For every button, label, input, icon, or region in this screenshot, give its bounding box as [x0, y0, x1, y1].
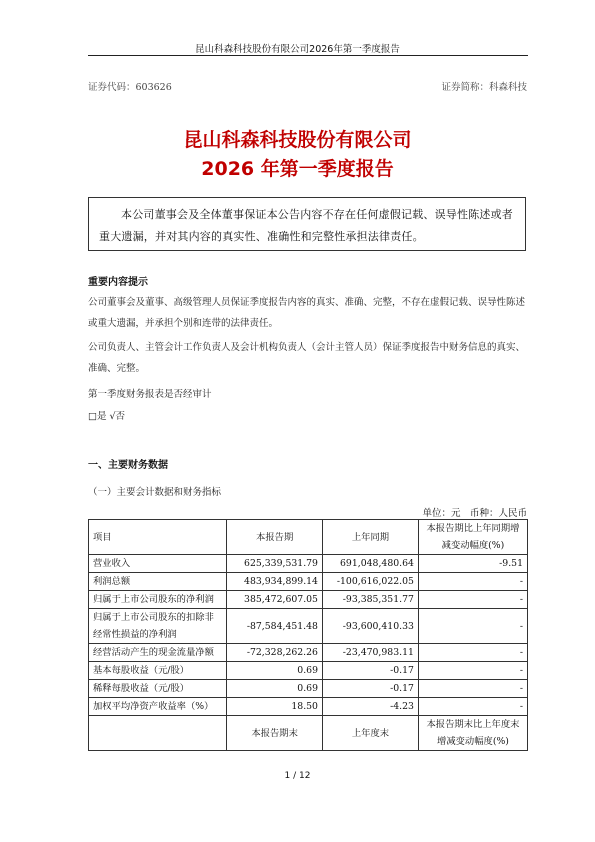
page-indicator: 1 / 12: [284, 771, 311, 781]
header-rule: [88, 55, 528, 56]
table-cell: 0.69: [227, 662, 323, 680]
table-cell: 385,472,607.05: [227, 591, 323, 609]
table-cell: 加权平均净资产收益率（%）: [89, 698, 227, 716]
table-header-cell: 本报告期末: [227, 716, 323, 751]
table-cell: -23,470,983.11: [322, 644, 418, 662]
table-cell: -: [418, 591, 527, 609]
stock-abbr: 证券简称：科森科技: [441, 82, 527, 93]
important-heading: 重要内容提示: [88, 277, 148, 288]
table-cell: 0.69: [227, 680, 323, 698]
stock-code: 证券代码：603626: [88, 82, 172, 93]
table-cell: 利润总额: [89, 573, 227, 591]
table-cell-empty: [89, 716, 227, 751]
table-header-row: [89, 520, 528, 555]
table-cell: -: [418, 573, 527, 591]
table-cell: 483,934,899.14: [227, 573, 323, 591]
table-cell: -4.23: [322, 698, 418, 716]
table-row: [89, 555, 528, 573]
table-cell: 基本每股收益（元/股）: [89, 662, 227, 680]
table-row: [89, 680, 528, 698]
table-row: [89, 644, 528, 662]
table-header-cell: 上年同期: [322, 520, 418, 555]
table-header-cell: 本报告期: [227, 520, 323, 555]
subsection-heading: （一）主要会计数据和财务指标: [88, 487, 222, 498]
table-header-cell: 上年度末: [322, 716, 418, 751]
table-row: [89, 573, 528, 591]
table-cell: 691,048,480.64: [322, 555, 418, 573]
table-cell: -: [418, 698, 527, 716]
table-header-cell: 本报告期末比上年度末增减变动幅度(%): [418, 716, 527, 751]
table-cell: 稀释每股收益（元/股）: [89, 680, 227, 698]
table-cell: -72,328,262.26: [227, 644, 323, 662]
unit-note: 单位：元 币种：人民币: [422, 508, 527, 519]
table-cell: 归属于上市公司股东的扣除非经常性损益的净利润: [89, 609, 227, 644]
audit-answer: □是 √否: [88, 411, 126, 422]
table-row: [89, 609, 528, 644]
table-cell: -: [418, 680, 527, 698]
table-cell: 营业收入: [89, 555, 227, 573]
table-cell: -: [418, 662, 527, 680]
important-p2: 公司负责人、主管会计工作负责人及会计机构负责人（会计主管人员）保证季度报告中财务信息的真实、准确、完整。: [88, 342, 526, 374]
table-cell: 经营活动产生的现金流量净额: [89, 644, 227, 662]
table-cell: 625,339,531.79: [227, 555, 323, 573]
table-row: [89, 662, 528, 680]
important-p1: 公司董事会及董事、高级管理人员保证季度报告内容的真实、准确、完整，不存在虚假记载、误导性陈述或重大遗漏，并承担个别和连带的法律责任。: [88, 297, 526, 329]
table-row: [89, 591, 528, 609]
table-cell: -87,584,451.48: [227, 609, 323, 644]
table-cell: -100,616,022.05: [322, 573, 418, 591]
audit-question: 第一季度财务报表是否经审计: [88, 389, 212, 400]
table-header-cell: 项目: [89, 520, 227, 555]
board-notice: 本公司董事会及全体董事保证本公告内容不存在任何虚假记载、误导性陈述或者重大遗漏，并对其内容的真实性、准确性和完整性承担法律责任。: [88, 197, 526, 251]
table-cell: -: [418, 644, 527, 662]
table-cell: 归属于上市公司股东的净利润: [89, 591, 227, 609]
section-heading-financial: 一、主要财务数据: [88, 460, 168, 471]
table-row: [89, 698, 528, 716]
report-title-period: 2026 年第一季度报告: [201, 158, 394, 180]
table-cell: -: [418, 609, 527, 644]
table-cell: -93,600,410.33: [322, 609, 418, 644]
running-header: 昆山科森科技股份有限公司2026年第一季度报告: [195, 44, 400, 55]
table-header-cell: 本报告期比上年同期增减变动幅度(%): [418, 520, 527, 555]
table-subheader-row: [89, 716, 528, 751]
financial-data-table: [88, 519, 528, 751]
report-title-company: 昆山科森科技股份有限公司: [183, 129, 412, 151]
table-cell: -0.17: [322, 680, 418, 698]
table-cell: 18.50: [227, 698, 323, 716]
table-cell: -93,385,351.77: [322, 591, 418, 609]
table-cell: -9.51: [418, 555, 527, 573]
table-cell: -0.17: [322, 662, 418, 680]
